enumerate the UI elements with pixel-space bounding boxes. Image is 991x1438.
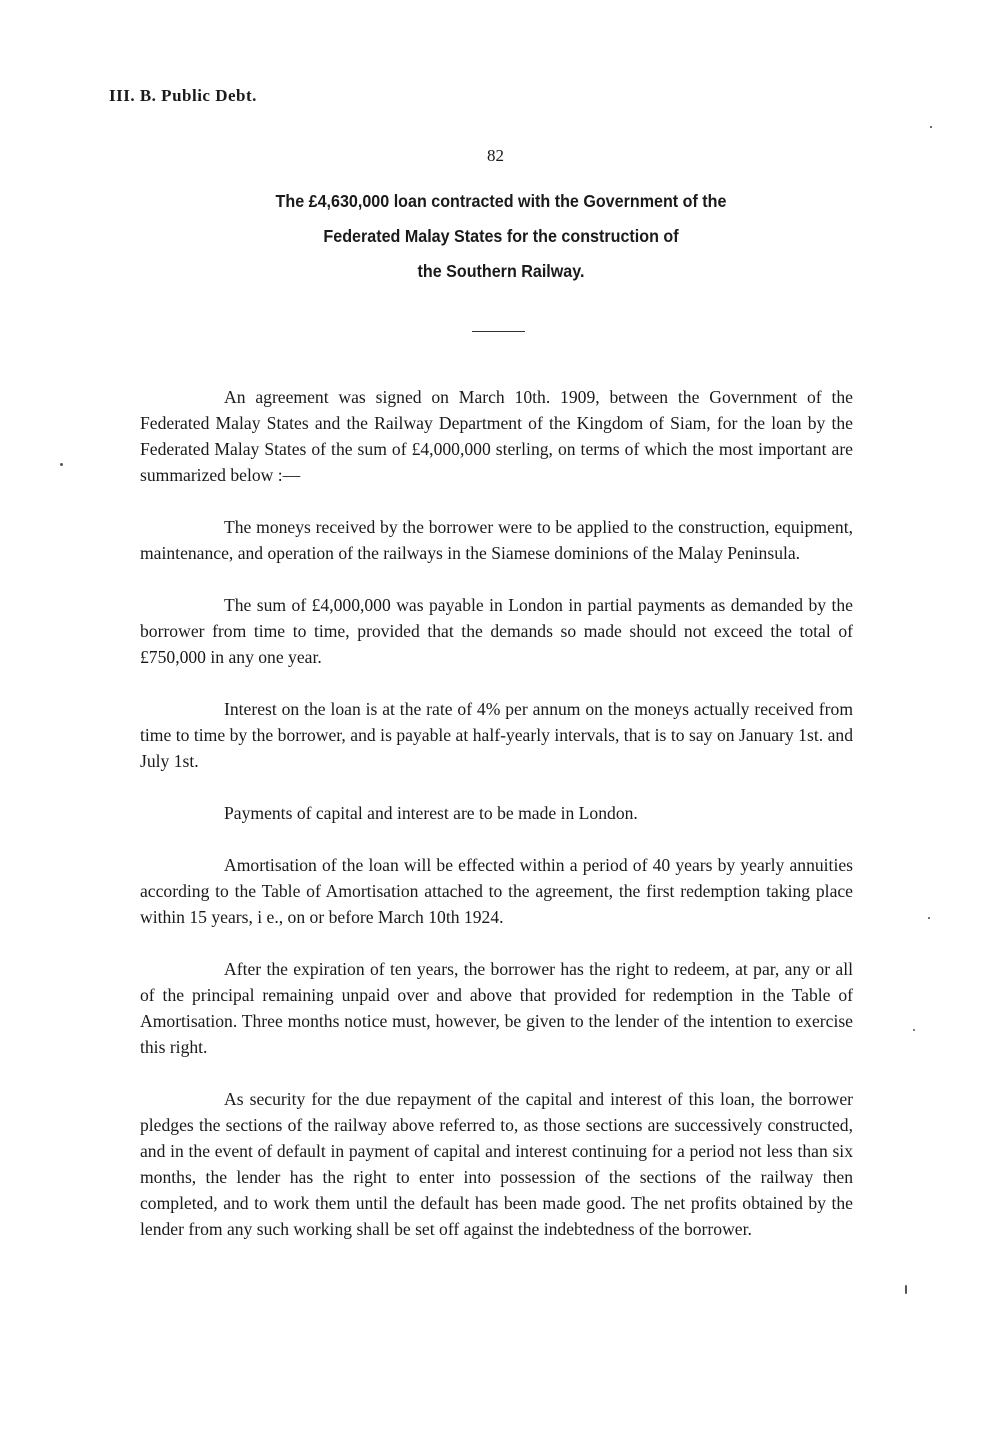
paragraph-location: Payments of capital and interest are to be made in London. [224,803,638,823]
title-line: The £4,630,000 loan contracted with the Government of the [275,191,727,211]
document-title [178,184,824,289]
paragraph-payment: The sum of £4,000,000 was payable in London in partial payments as demanded by the borrower from time to time, provided that the demands so made should not exceed the total of £750,000 in any one year. [140,595,853,667]
body-text [140,384,853,1242]
paragraph-amortisation: Amortisation of the loan will be effected within a period of 40 years by yearly annuities according to the Table of Amortisation attached to the agreement, the first redemption taking place within 15 years, i e., on or before March 10th 1924. [140,855,853,927]
scan-speck [930,126,932,128]
scan-speck [60,463,63,466]
title-line: Federated Malay States for the construction of [323,226,679,246]
paragraph-purpose: The moneys received by the borrower were to be applied to the construction, equipment, maintenance, and operation of the railways in the Siamese dominions of the Malay Peninsula. [140,517,853,563]
paragraph-agreement: An agreement was signed on March 10th. 1909, between the Government of the Federated Malay States and the Railway Department of the Kingdom of Siam, for the loan by the Federated Malay States of the sum of £4,000,000 sterling, on terms of which the most important are summarized below :— [140,387,853,485]
scan-speck [913,1029,915,1031]
section-header: III. B. Public Debt. [109,86,257,105]
title-divider [472,331,525,332]
paragraph-redemption: After the expiration of ten years, the borrower has the right to redeem, at par, any or all of the principal remaining unpaid over and above that provided for redemption in the Table of Amortisation. Three months notice must, however, be given to the lender of the intention to exercise this right. [140,959,853,1057]
title-line: the Southern Railway. [417,261,585,281]
paragraph-security: As security for the due repayment of the capital and interest of this loan, the borrower pledges the sections of the railway above referred to, as those sections are successively constructed, and in the event of default in payment of capital and interest continuing for a period not less than six months, the lender has the right to enter into possession of the sections of the railway then completed, and to work them until the default has been made good. The net profits obtained by the lender from any such working shall be set off against the indebtedness of the borrower. [140,1089,853,1239]
scan-speck [905,1285,907,1294]
scan-speck [928,917,930,919]
paragraph-interest: Interest on the loan is at the rate of 4% per annum on the moneys actually received from time to time by the borrower, and is payable at half-yearly intervals, that is to say on January 1st. and July 1st. [140,699,853,771]
page-number: 82 [487,146,504,165]
